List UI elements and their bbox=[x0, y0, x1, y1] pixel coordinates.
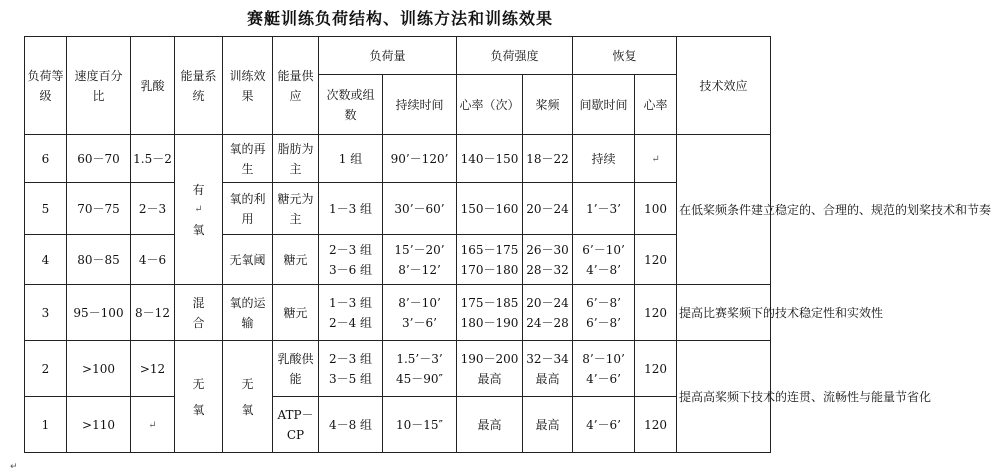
cell-supply: 糖元 bbox=[273, 285, 319, 341]
cell-rest: 8’－10’ 4’－6’ bbox=[573, 341, 635, 397]
cell-stroke: 20－24 24－28 bbox=[523, 285, 573, 341]
cell-sets: 1－3 组 bbox=[319, 183, 383, 235]
cell-stroke: 最高 bbox=[523, 397, 573, 453]
cell-sets: 4－8 组 bbox=[319, 397, 383, 453]
header-recovery: 恢复 bbox=[573, 37, 677, 75]
cell-duration: 1.5’－3’ 45－90″ bbox=[383, 341, 457, 397]
cell-rest: 4’－6’ bbox=[573, 397, 635, 453]
training-load-table bbox=[24, 36, 991, 453]
header-tech-effect: 技术效应 bbox=[677, 37, 771, 135]
cell-lactate: 1.5－2 bbox=[131, 135, 175, 183]
cell-supply: 脂肪为主 bbox=[273, 135, 319, 183]
cell-rhr: 120 bbox=[635, 397, 677, 453]
aerobic-mark: ↵ bbox=[194, 203, 203, 215]
page-title: 赛艇训练负荷结构、训练方法和训练效果 bbox=[246, 9, 553, 28]
cell-lactate: 2－3 bbox=[131, 183, 175, 235]
cell-tech-effect-aerobic: 在低桨频条件建立稳定的、合理的、规范的划桨技术和节奏 bbox=[677, 135, 771, 285]
cell-level: 5 bbox=[25, 183, 67, 235]
cell-speed: >110 bbox=[67, 397, 131, 453]
cell-hr: 140－150 bbox=[457, 135, 523, 183]
cell-level: 1 bbox=[25, 397, 67, 453]
cell-supply: ATP－CP bbox=[273, 397, 319, 453]
mixed-top-char: 混 bbox=[192, 295, 205, 310]
aerobic-bottom-char: 氧 bbox=[192, 222, 205, 237]
cell-rest: 1’－3’ bbox=[573, 183, 635, 235]
header-lactate: 乳酸 bbox=[131, 37, 175, 135]
cell-speed: >100 bbox=[67, 341, 131, 397]
header-energy-system: 能量系统 bbox=[175, 37, 223, 135]
cell-train-effect: 氧的利用 bbox=[223, 183, 273, 235]
cell-speed: 80－85 bbox=[67, 235, 131, 285]
cell-energy-system-mixed bbox=[175, 285, 223, 341]
cell-rhr: 120 bbox=[635, 285, 677, 341]
cell-speed: 60－70 bbox=[67, 135, 131, 183]
cell-lactate bbox=[131, 397, 175, 453]
cell-hr: 165－175 170－180 bbox=[457, 235, 523, 285]
cell-stroke: 26－30 28－32 bbox=[523, 235, 573, 285]
header-rest-interval: 间歇时间 bbox=[573, 75, 635, 135]
cell-level: 6 bbox=[25, 135, 67, 183]
cell-supply: 乳酸供能 bbox=[273, 341, 319, 397]
table-row bbox=[25, 135, 771, 183]
header-level: 负荷等级 bbox=[25, 37, 67, 135]
header-train-effect: 训练效果 bbox=[223, 37, 273, 135]
cell-tech-effect-mixed: 提高比赛桨频下的技术稳定性和实效性 bbox=[677, 285, 771, 341]
aerobic-top-char: 有 bbox=[192, 182, 205, 197]
header-load-intensity: 负荷强度 bbox=[457, 37, 573, 75]
cell-duration: 8’－10’ 3’－6’ bbox=[383, 285, 457, 341]
cell-hr: 最高 bbox=[457, 397, 523, 453]
table-row bbox=[25, 285, 771, 341]
cell-hr: 150－160 bbox=[457, 183, 523, 235]
table-row bbox=[25, 183, 771, 235]
paragraph-mark: ↵ bbox=[10, 462, 18, 472]
header-sets: 次数或组数 bbox=[319, 75, 383, 135]
cell-train-effect: 无氧阈 bbox=[223, 235, 273, 285]
anaerobic-top-char: 无 bbox=[192, 376, 205, 391]
cell-lactate: 4－6 bbox=[131, 235, 175, 285]
cell-duration: 30’－60’ bbox=[383, 183, 457, 235]
header-heart-rate: 心率（次） bbox=[457, 75, 523, 135]
cell-sets: 1 组 bbox=[319, 135, 383, 183]
cell-rhr bbox=[635, 135, 677, 183]
cell-duration: 90’－120’ bbox=[383, 135, 457, 183]
cell-supply: 糖元 bbox=[273, 235, 319, 285]
para-mark: ↵ bbox=[148, 419, 157, 431]
mixed-bottom-char: 合 bbox=[192, 315, 205, 330]
header-speed: 速度百分比 bbox=[67, 37, 131, 135]
header-duration: 持续时间 bbox=[383, 75, 457, 135]
cell-lactate: 8－12 bbox=[131, 285, 175, 341]
cell-train-effect: 氧的运输 bbox=[223, 285, 273, 341]
header-energy-supply: 能量供应 bbox=[273, 37, 319, 135]
header-stroke-rate: 桨频 bbox=[523, 75, 573, 135]
cell-rest: 6’－8’ 6’－8’ bbox=[573, 285, 635, 341]
cell-rhr: 120 bbox=[635, 341, 677, 397]
para-mark: ↵ bbox=[651, 153, 660, 165]
cell-duration: 15’－20’ 8’－12’ bbox=[383, 235, 457, 285]
cell-hr: 190－200 最高 bbox=[457, 341, 523, 397]
cell-lactate: >12 bbox=[131, 341, 175, 397]
cell-speed: 95－100 bbox=[67, 285, 131, 341]
cell-energy-system-aerobic bbox=[175, 135, 223, 285]
cell-rhr: 100 bbox=[635, 183, 677, 235]
cell-energy-system-anaerobic bbox=[175, 341, 223, 453]
anaerobic-bottom-char: 氧 bbox=[192, 402, 205, 417]
cell-train-effect-anaerobic bbox=[223, 341, 273, 453]
cell-supply: 糖元为主 bbox=[273, 183, 319, 235]
header-recovery-hr: 心率 bbox=[635, 75, 677, 135]
cell-level: 4 bbox=[25, 235, 67, 285]
cell-rest: 持续 bbox=[573, 135, 635, 183]
table-row bbox=[25, 397, 771, 453]
cell-train-effect: 氧的再生 bbox=[223, 135, 273, 183]
table-row bbox=[25, 235, 771, 285]
cell-speed: 70－75 bbox=[67, 183, 131, 235]
table-row bbox=[25, 341, 771, 397]
header-load-amount: 负荷量 bbox=[319, 37, 457, 75]
cell-sets: 1－3 组 2－4 组 bbox=[319, 285, 383, 341]
cell-level: 3 bbox=[25, 285, 67, 341]
cell-tech-effect-anaerobic: 提高高桨频下技术的连贯、流畅性与能量节省化 bbox=[677, 341, 771, 453]
cell-stroke: 20－24 bbox=[523, 183, 573, 235]
cell-rhr: 120 bbox=[635, 235, 677, 285]
cell-stroke: 18－22 bbox=[523, 135, 573, 183]
cell-sets: 2－3 组 3－5 组 bbox=[319, 341, 383, 397]
cell-level: 2 bbox=[25, 341, 67, 397]
train-anaerobic-bottom-char: 氧 bbox=[241, 402, 254, 417]
cell-rest: 6’－10’ 4’－8’ bbox=[573, 235, 635, 285]
cell-sets: 2－3 组 3－6 组 bbox=[319, 235, 383, 285]
cell-hr: 175－185 180－190 bbox=[457, 285, 523, 341]
cell-stroke: 32－34 最高 bbox=[523, 341, 573, 397]
train-anaerobic-top-char: 无 bbox=[241, 376, 254, 391]
cell-duration: 10－15″ bbox=[383, 397, 457, 453]
